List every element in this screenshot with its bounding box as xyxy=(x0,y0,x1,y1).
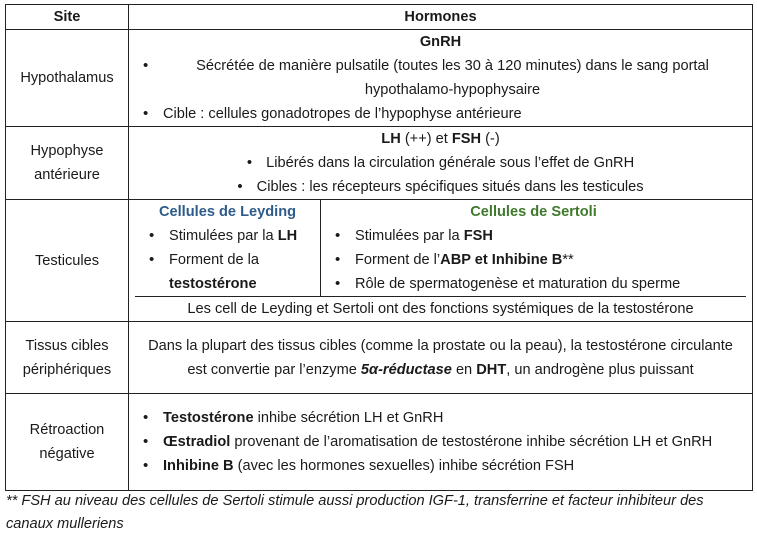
hypothalamus-bullets xyxy=(135,54,746,126)
row-tissus xyxy=(6,322,753,394)
list-item: • Cible : cellules gonadotropes de l’hypophyse antérieure xyxy=(135,102,746,126)
header-site: Site xyxy=(6,5,129,30)
footnote: ** FSH au niveau des cellules de Sertoli stimule aussi production IGF-1, transferrine et facteur inhibiteur des canaux mulleriens xyxy=(6,493,704,532)
row-hypothalamus xyxy=(6,30,753,127)
lh-fsh-title: LH (++) et FSH (-) xyxy=(381,131,500,147)
list-item: • Forment de la testostérone xyxy=(141,248,314,296)
sertoli-cell xyxy=(321,200,747,297)
testicules-note: Les cell de Leyding et Sertoli ont des fonctions systémiques de la testostérone xyxy=(135,297,746,322)
list-item: • Forment de l’ABP et Inhibine B** xyxy=(327,248,740,272)
cells-table xyxy=(135,200,746,321)
list-item: • Sécrétée de manière pulsatile (toutes les 30 à 120 minutes) dans le sang portal hypothalamo-hypophysaire xyxy=(135,54,746,102)
hormones-tissus: Dans la plupart des tissus cibles (comme la prostate ou la peau), la testostérone circulante est convertie par l’enzyme 5α-réductase en DHT, un androgène plus puissant xyxy=(129,322,753,394)
list-item: • Inhibine B (avec les hormones sexuelles) inhibe sécrétion FSH xyxy=(135,454,746,478)
row-hypophyse xyxy=(6,127,753,200)
site-hypothalamus: Hypothalamus xyxy=(6,30,129,127)
row-testicules xyxy=(6,200,753,322)
list-item: • Stimulées par la FSH xyxy=(327,224,740,248)
site-testicules: Testicules xyxy=(6,200,129,322)
list-item: • Stimulées par la LH xyxy=(141,224,314,248)
list-item: • Rôle de spermatogenèse et maturation du sperme xyxy=(327,272,740,296)
site-hypophyse: Hypophyse antérieure xyxy=(6,127,129,200)
list-item: • Testostérone inhibe sécrétion LH et GnRH xyxy=(135,406,746,430)
list-item: • Libérés dans la circulation générale sous l’effet de GnRH xyxy=(135,151,746,175)
leyding-title: Cellules de Leyding xyxy=(158,204,297,220)
row-retroaction xyxy=(6,394,753,491)
leyding-cell xyxy=(135,200,321,297)
site-retroaction: Rétroaction négative xyxy=(6,394,129,491)
sertoli-title: Cellules de Sertoli xyxy=(470,204,597,220)
hormones-retroaction xyxy=(129,394,753,491)
hypophyse-bullets xyxy=(135,151,746,199)
hormones-hypothalamus xyxy=(129,30,753,127)
header-row xyxy=(6,5,753,30)
header-hormones: Hormones xyxy=(129,5,753,30)
list-item: • Œstradiol provenant de l’aromatisation de testostérone inhibe sécrétion LH et GnRH xyxy=(135,430,746,454)
gnrh-title: GnRH xyxy=(419,34,462,50)
hormones-table xyxy=(5,4,753,491)
hormones-hypophyse xyxy=(129,127,753,200)
hormones-testicules xyxy=(129,200,753,322)
list-item: • Cibles : les récepteurs spécifiques situés dans les testicules xyxy=(135,175,746,199)
site-tissus: Tissus cibles périphériques xyxy=(6,322,129,394)
